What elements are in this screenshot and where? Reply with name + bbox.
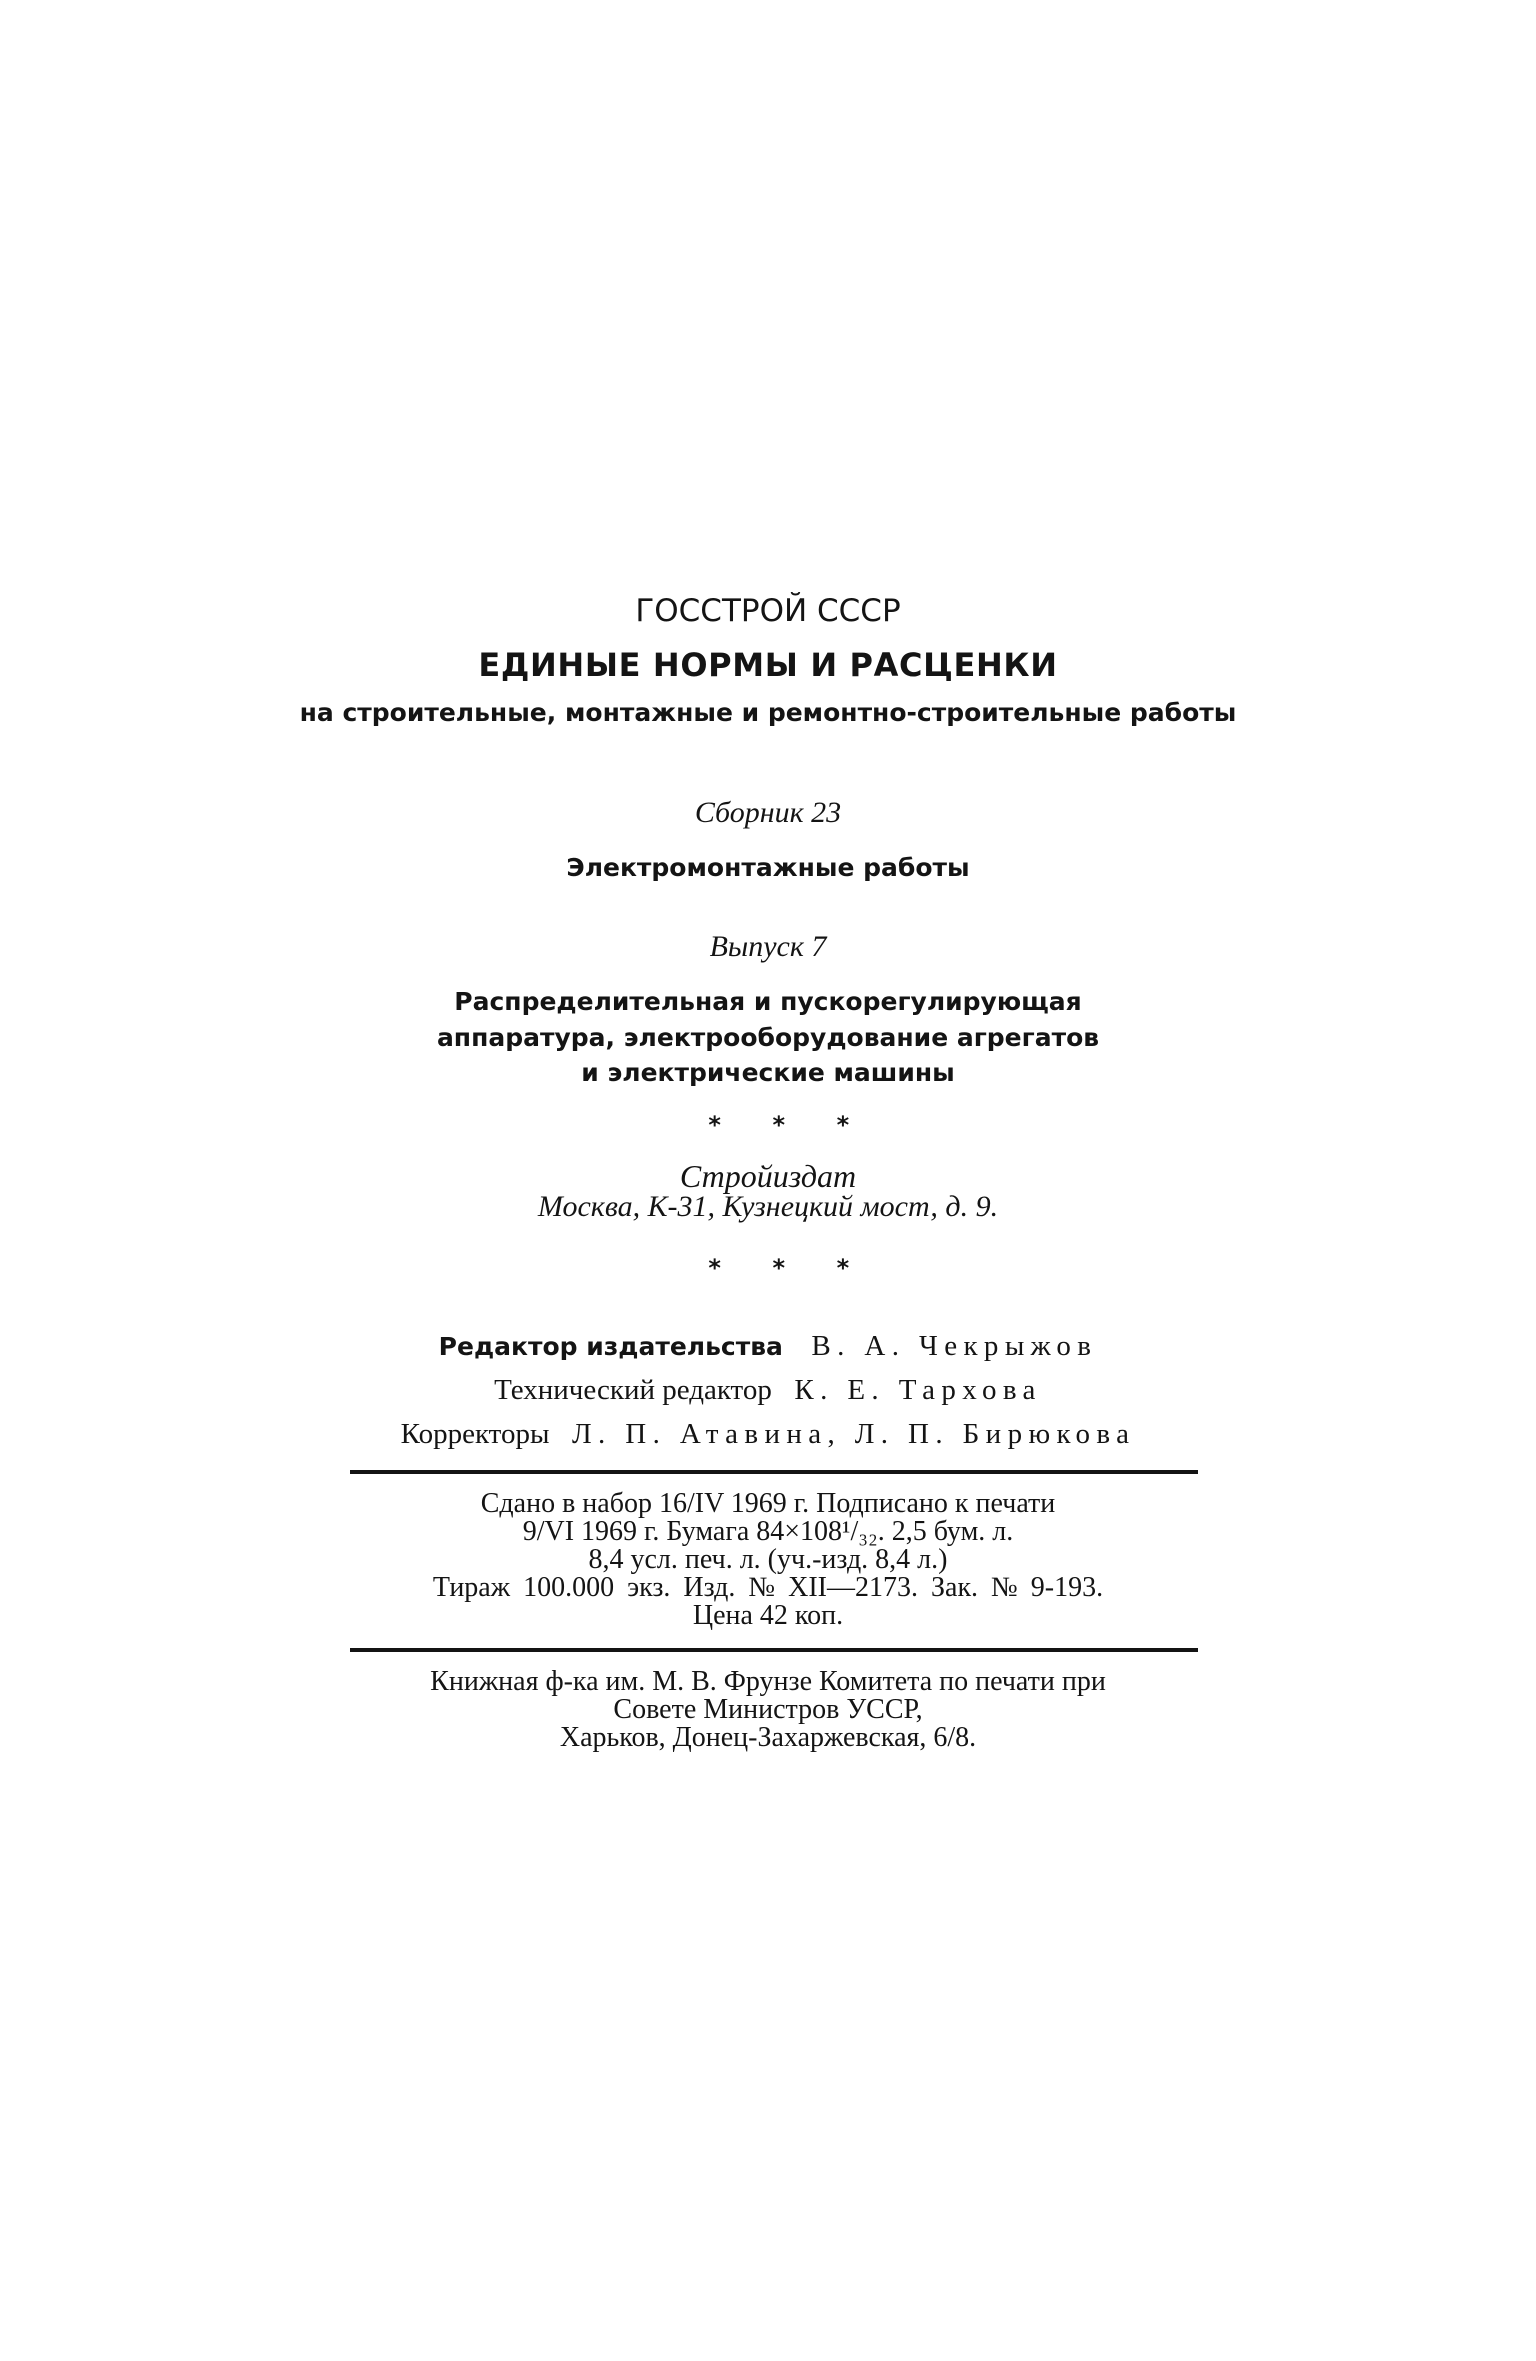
divider-rule: [350, 1648, 1198, 1652]
imprint-price: Цена 42 коп.: [692, 1600, 844, 1631]
imprint-line: 9/VI 1969 г. Бумага 84×108¹/₃₂. 2,5 бум. л.: [522, 1516, 1014, 1547]
credit-person: В. А. Чекрыжов: [811, 1330, 1098, 1362]
credit-role: Редактор издательства: [438, 1332, 783, 1361]
credit-editor: [0, 1332, 1536, 1361]
credit-person: Л. П. Атавина, Л. П. Бирюкова: [571, 1418, 1136, 1450]
document-subtitle: на строительные, монтажные и ремонтно-строительные работы: [299, 698, 1237, 727]
imprint-line: 8,4 усл. печ. л. (уч.-изд. 8,4 л.): [588, 1544, 948, 1575]
credit-role: Корректоры: [400, 1418, 550, 1450]
issue-label: Выпуск 7: [709, 930, 827, 963]
issue-title-line: аппаратура, электрооборудование агрегатов: [436, 1023, 1100, 1052]
issue-title-line: и электрические машины: [581, 1058, 955, 1087]
collection-label: Сборник 23: [694, 796, 842, 829]
document-title: ЕДИНЫЕ НОРМЫ И РАСЦЕНКИ: [478, 646, 1058, 684]
organization-heading: ГОССТРОЙ СССР: [635, 593, 901, 629]
divider-rule: [350, 1470, 1198, 1474]
credit-proofreaders: [0, 1420, 1536, 1449]
imprint-line: Сдано в набор 16/IV 1969 г. Подписано к печати: [480, 1488, 1056, 1519]
credit-tech-editor: [0, 1376, 1536, 1405]
printer-line: Книжная ф-ка им. М. В. Фрунзе Комитета по печати при: [430, 1666, 1106, 1697]
imprint-line: Тираж 100.000 экз. Изд. № XII—2173. Зак. № 9-193.: [432, 1572, 1104, 1603]
printer-line: Совете Министров УССР,: [613, 1694, 923, 1725]
publisher-address: Москва, К-31, Кузнецкий мост, д. 9.: [537, 1190, 999, 1223]
credit-person: К. Е. Тархова: [794, 1374, 1042, 1406]
collection-name: Электромонтажные работы: [566, 853, 970, 882]
credit-role: Технический редактор: [494, 1374, 772, 1406]
publisher-name: Стройиздат: [679, 1158, 857, 1194]
separator-stars: * * *: [708, 1254, 871, 1282]
issue-title-line: Распределительная и пускорегулирующая: [454, 987, 1082, 1016]
printer-line: Харьков, Донец-Захаржевская, 6/8.: [559, 1722, 977, 1753]
separator-stars: * * *: [708, 1111, 871, 1139]
